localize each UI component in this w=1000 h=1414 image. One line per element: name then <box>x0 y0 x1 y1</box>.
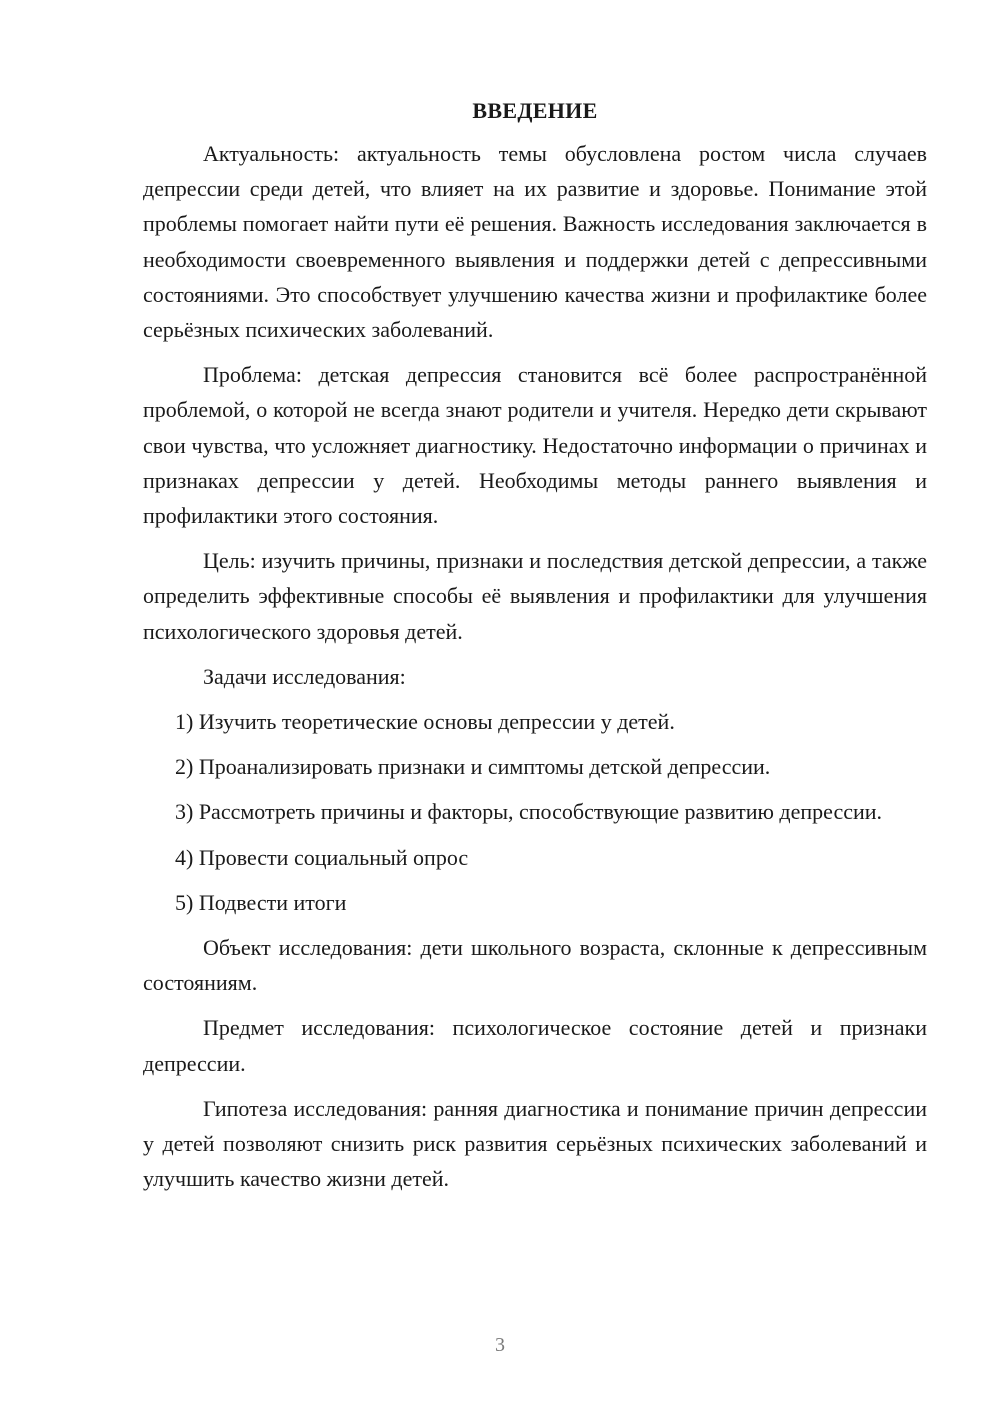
section-title: ВВЕДЕНИЕ <box>472 98 598 123</box>
subject-paragraph: Предмет исследования: психологическое состояние детей и признаки депрессии. <box>143 1015 927 1076</box>
goal-paragraph: Цель: изучить причины, признаки и последствия детской депрессии, а также определить эффективные способы её выявления и профилактики для улучшения психологического здоровья детей. <box>143 548 927 644</box>
problem-paragraph: Проблема: детская депрессия становится всё более распространённой проблемой, о которой не всегда знают родители и учителя. Нередко дети скрывают свои чувства, что усложняет диагностику. Недостаточно информации о причинах и признаках депрессии у детей. Необходимы методы раннего выявления и профилактики этого состояния. <box>143 362 927 529</box>
tasks-heading: Задачи исследования: <box>203 663 406 689</box>
task-item: 3) Рассмотреть причины и факторы, способствующие развитию депрессии. <box>175 799 883 825</box>
document-page <box>143 93 927 1206</box>
task-item: 2) Проанализировать признаки и симптомы детской депрессии. <box>175 754 771 780</box>
object-paragraph: Объект исследования: дети школьного возраста, склонные к депрессивным состояниям. <box>143 935 927 996</box>
actuality-paragraph: Актуальность: актуальность темы обусловлена ростом числа случаев депрессии среди детей, что влияет на их развитие и здоровье. Понимание этой проблемы помогает найти пути её решения. Важность исследования заключается в необходимости своевременного выявления и поддержки детей с депрессивными состояниями. Это способствует улучшению качества жизни и профилактике более серьёзных психических заболеваний. <box>143 141 927 343</box>
task-item: 1) Изучить теоретические основы депрессии у детей. <box>175 709 675 735</box>
task-item: 4) Провести социальный опрос <box>175 844 469 870</box>
page-number: 3 <box>495 1334 505 1356</box>
hypothesis-paragraph: Гипотеза исследования: ранняя диагностика и понимание причин депрессии у детей позволяют снизить риск развития серьёзных психических заболеваний и улучшить качество жизни детей. <box>143 1095 927 1192</box>
task-item: 5) Подвести итоги <box>175 889 347 915</box>
